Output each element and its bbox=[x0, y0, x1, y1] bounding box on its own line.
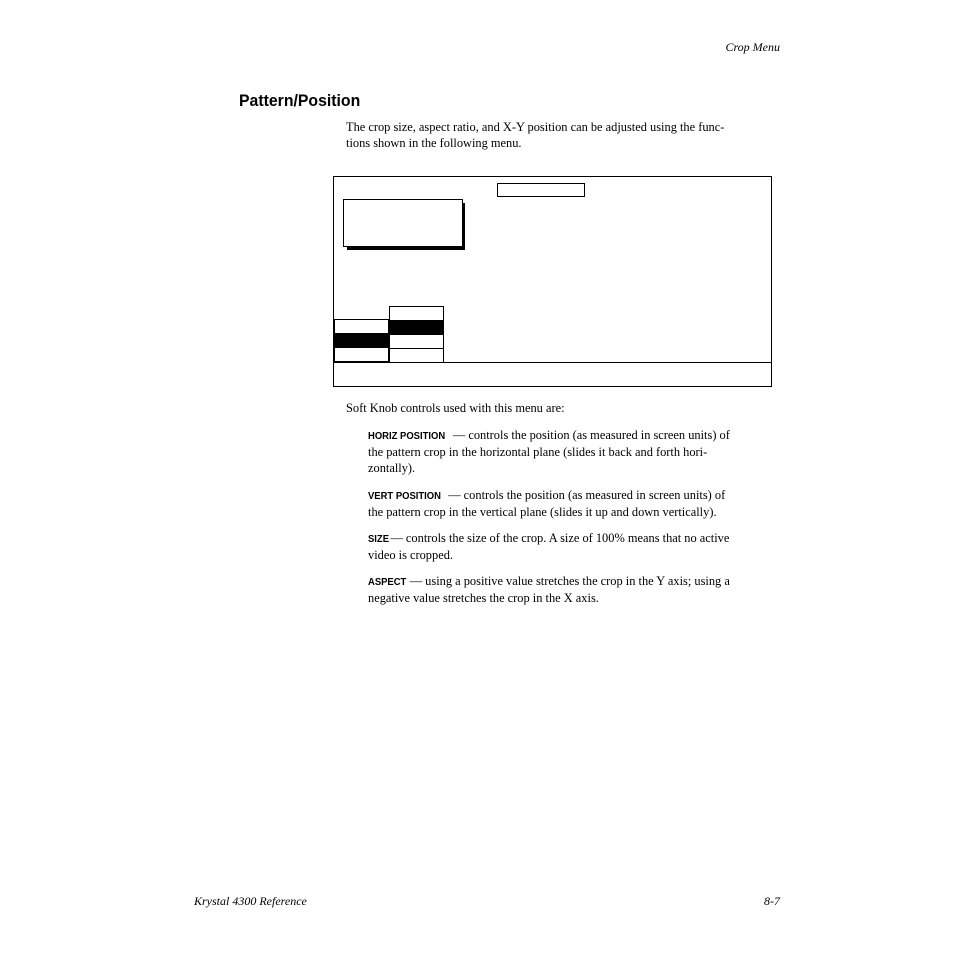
knob-item-line bbox=[368, 573, 788, 590]
knob-term: ASPECT bbox=[368, 576, 407, 588]
menu-screen-figure bbox=[333, 176, 772, 387]
controls-lead: Soft Knob controls used with this menu are: bbox=[346, 401, 565, 415]
section-title: Pattern/Position bbox=[239, 91, 361, 110]
knob-item-line: zontally). bbox=[368, 461, 416, 475]
knob-item-line: the pattern crop in the horizontal plane (slides it back and forth hori- bbox=[368, 445, 708, 459]
intro-line: tions shown in the following menu. bbox=[346, 136, 522, 150]
footer-page-number: 8-7 bbox=[764, 894, 780, 908]
knob-item-aspect bbox=[368, 573, 788, 606]
menu-button-cell bbox=[390, 307, 443, 320]
knob-item-size bbox=[368, 530, 788, 563]
left-button-column bbox=[334, 319, 389, 362]
intro-line: The crop size, aspect ratio, and X-Y position can be adjusted using the func- bbox=[346, 120, 725, 134]
menu-button-cell bbox=[335, 347, 388, 361]
menu-button-cell bbox=[390, 348, 443, 362]
intro-paragraph bbox=[346, 119, 783, 151]
knob-term: VERT POSITION bbox=[368, 490, 441, 502]
knob-item-line: negative value stretches the crop in the X axis. bbox=[368, 591, 599, 605]
knob-desc: — controls the position (as measured in screen units) of bbox=[449, 428, 730, 442]
knob-item-vert-position bbox=[368, 487, 788, 520]
footer-book-title: Krystal 4300 Reference bbox=[194, 894, 307, 908]
knob-term: SIZE bbox=[368, 533, 390, 545]
menu-button-cell bbox=[390, 334, 443, 348]
knob-item-line: the pattern crop in the vertical plane (slides it up and down vertically). bbox=[368, 505, 717, 519]
menu-status-bar bbox=[334, 362, 771, 363]
menu-button-cell-selected bbox=[390, 320, 443, 334]
knob-desc: — using a positive value stretches the crop in the Y axis; using a bbox=[406, 574, 730, 588]
menu-panel-box bbox=[343, 199, 463, 247]
knob-item-line bbox=[368, 530, 788, 547]
menu-title-box bbox=[497, 183, 585, 197]
running-head: Crop Menu bbox=[725, 40, 780, 54]
knob-item-line bbox=[368, 427, 788, 444]
knob-item-line: video is cropped. bbox=[368, 548, 453, 562]
right-button-column bbox=[389, 306, 444, 363]
knob-item-horiz-position bbox=[368, 427, 788, 476]
knob-desc: — controls the position (as measured in screen units) of bbox=[445, 488, 726, 502]
knob-term: HORIZ POSITION bbox=[368, 430, 446, 442]
knob-item-line bbox=[368, 487, 788, 504]
knob-desc: — controls the size of the crop. A size of 100% means that no active bbox=[387, 531, 730, 545]
menu-button-cell-selected bbox=[335, 333, 388, 347]
menu-button-cell bbox=[335, 320, 388, 333]
